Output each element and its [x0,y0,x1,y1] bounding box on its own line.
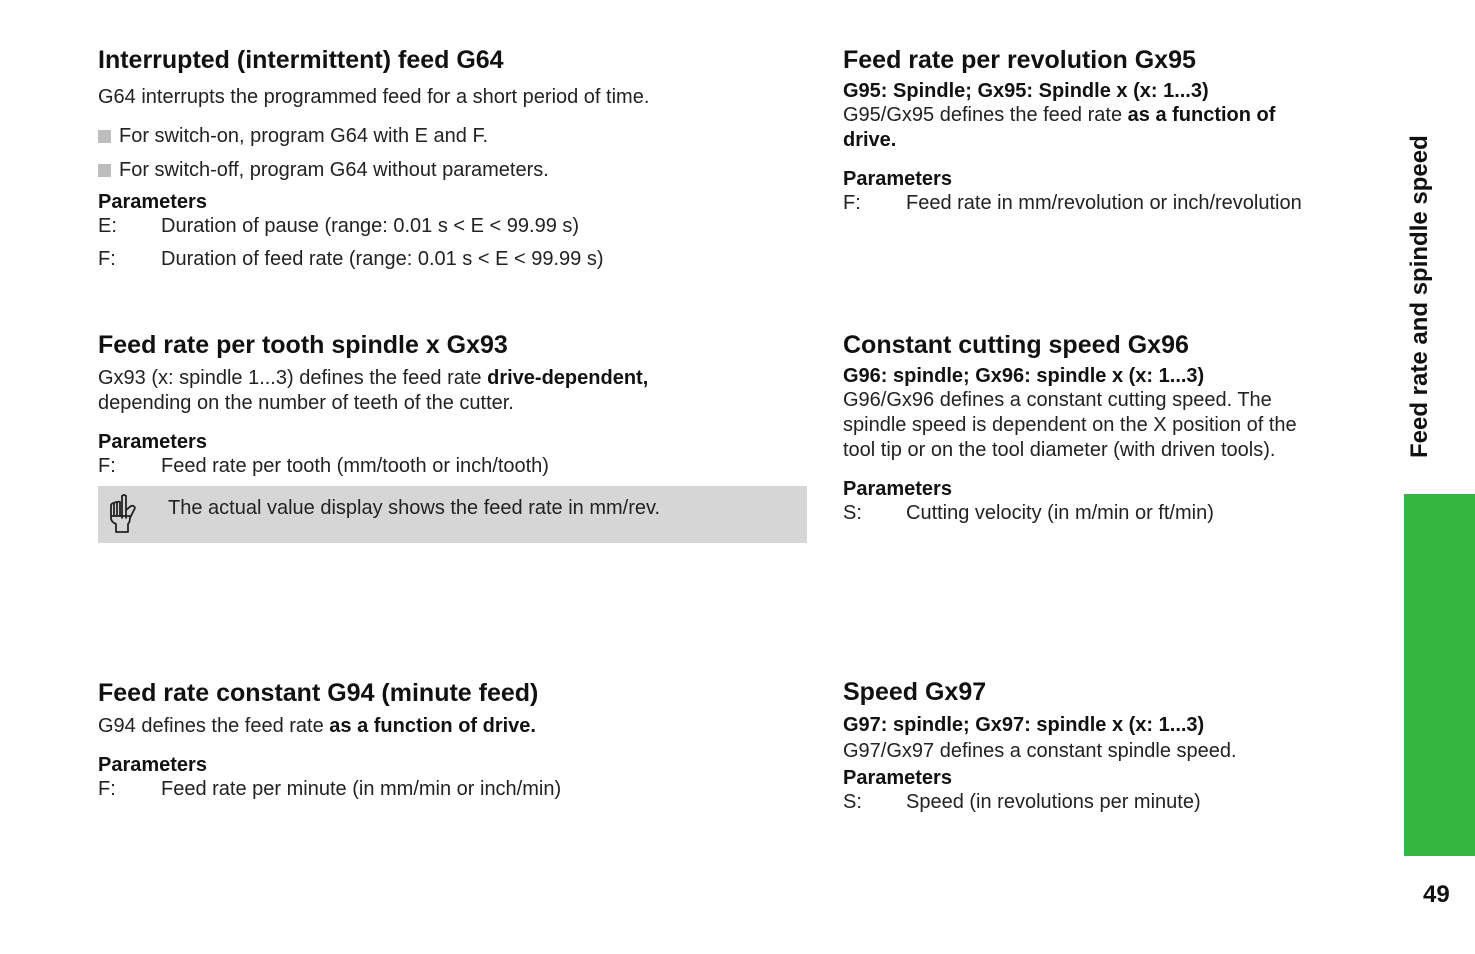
heading-g64: Interrupted (intermittent) feed G64 [98,46,504,74]
parameters-label: Parameters [843,478,952,500]
parameters-label: Parameters [98,191,207,213]
intro-g64: G64 interrupts the programmed feed for a short period of time. [98,86,650,108]
param-row: S: Cutting velocity (in m/min or ft/min) [843,502,1214,524]
param-row: E: Duration of pause (range: 0.01 s < E < 99.99 s) [98,215,580,237]
heading-g95: Feed rate per revolution Gx95 [843,46,1196,74]
intro-g94: G94 defines the feed rate as a function of drive. [98,715,536,737]
intro-g93: Gx93 (x: spindle 1...3) defines the feed rate drive-dependent, depending on the number of teeth of the cutter. [98,367,649,414]
section-g95 [843,45,1373,224]
body-line: tool tip or on the tool diameter (with driven tools). [843,439,1276,461]
heading-g96: Constant cutting speed Gx96 [843,331,1189,359]
section-g64 [98,45,798,280]
subheading-g97: G97: spindle; Gx97: spindle x (x: 1...3) [843,714,1205,736]
note-box [98,486,807,543]
body-line: spindle speed is dependent on the X position of the [843,414,1297,436]
heading-g97: Speed Gx97 [843,678,987,706]
section-g97 [843,677,1373,823]
parameters-label: Parameters [98,431,207,453]
bullet-item: For switch-off, program G64 without parameters. [98,158,798,182]
parameters-label: Parameters [98,754,207,776]
page-number: 49 [1423,881,1450,908]
subheading-g95: G95: Spindle; Gx95: Spindle x (x: 1...3) [843,80,1209,102]
param-row: F: Feed rate per tooth (mm/tooth or inch/tooth) [98,455,549,477]
param-row: S: Speed (in revolutions per minute) [843,791,1201,813]
parameters-label: Parameters [843,168,952,190]
heading-g94: Feed rate constant G94 (minute feed) [98,679,539,707]
intro-g97: G97/Gx97 defines a constant spindle speed. [843,740,1237,762]
param-row: F: Feed rate per minute (in mm/min or inch/min) [98,778,562,800]
body-line: G96/Gx96 defines a constant cutting speed. The [843,389,1272,411]
param-row: F: Duration of feed rate (range: 0.01 s < E < 99.99 s) [98,248,604,270]
side-tab-title: Feed rate and spindle speed [1406,135,1433,458]
parameters-label: Parameters [843,767,952,789]
intro-g95: G95/Gx95 defines the feed rate as a function of drive. [843,104,1276,151]
section-g93 [98,330,798,487]
section-g94 [98,678,798,810]
param-row: F: Feed rate in mm/revolution or inch/revolution [843,192,1302,214]
side-tab-green-bar [1404,494,1475,856]
note-text: The actual value display shows the feed rate in mm/rev. [168,497,661,519]
heading-g93: Feed rate per tooth spindle x Gx93 [98,331,508,359]
section-g96 [843,330,1373,534]
square-bullet-icon [98,164,111,177]
bullet-item: For switch-on, program G64 with E and F. [98,124,798,148]
subheading-g96: G96: spindle; Gx96: spindle x (x: 1...3) [843,365,1205,387]
pointing-hand-icon [106,492,140,536]
square-bullet-icon [98,130,111,143]
